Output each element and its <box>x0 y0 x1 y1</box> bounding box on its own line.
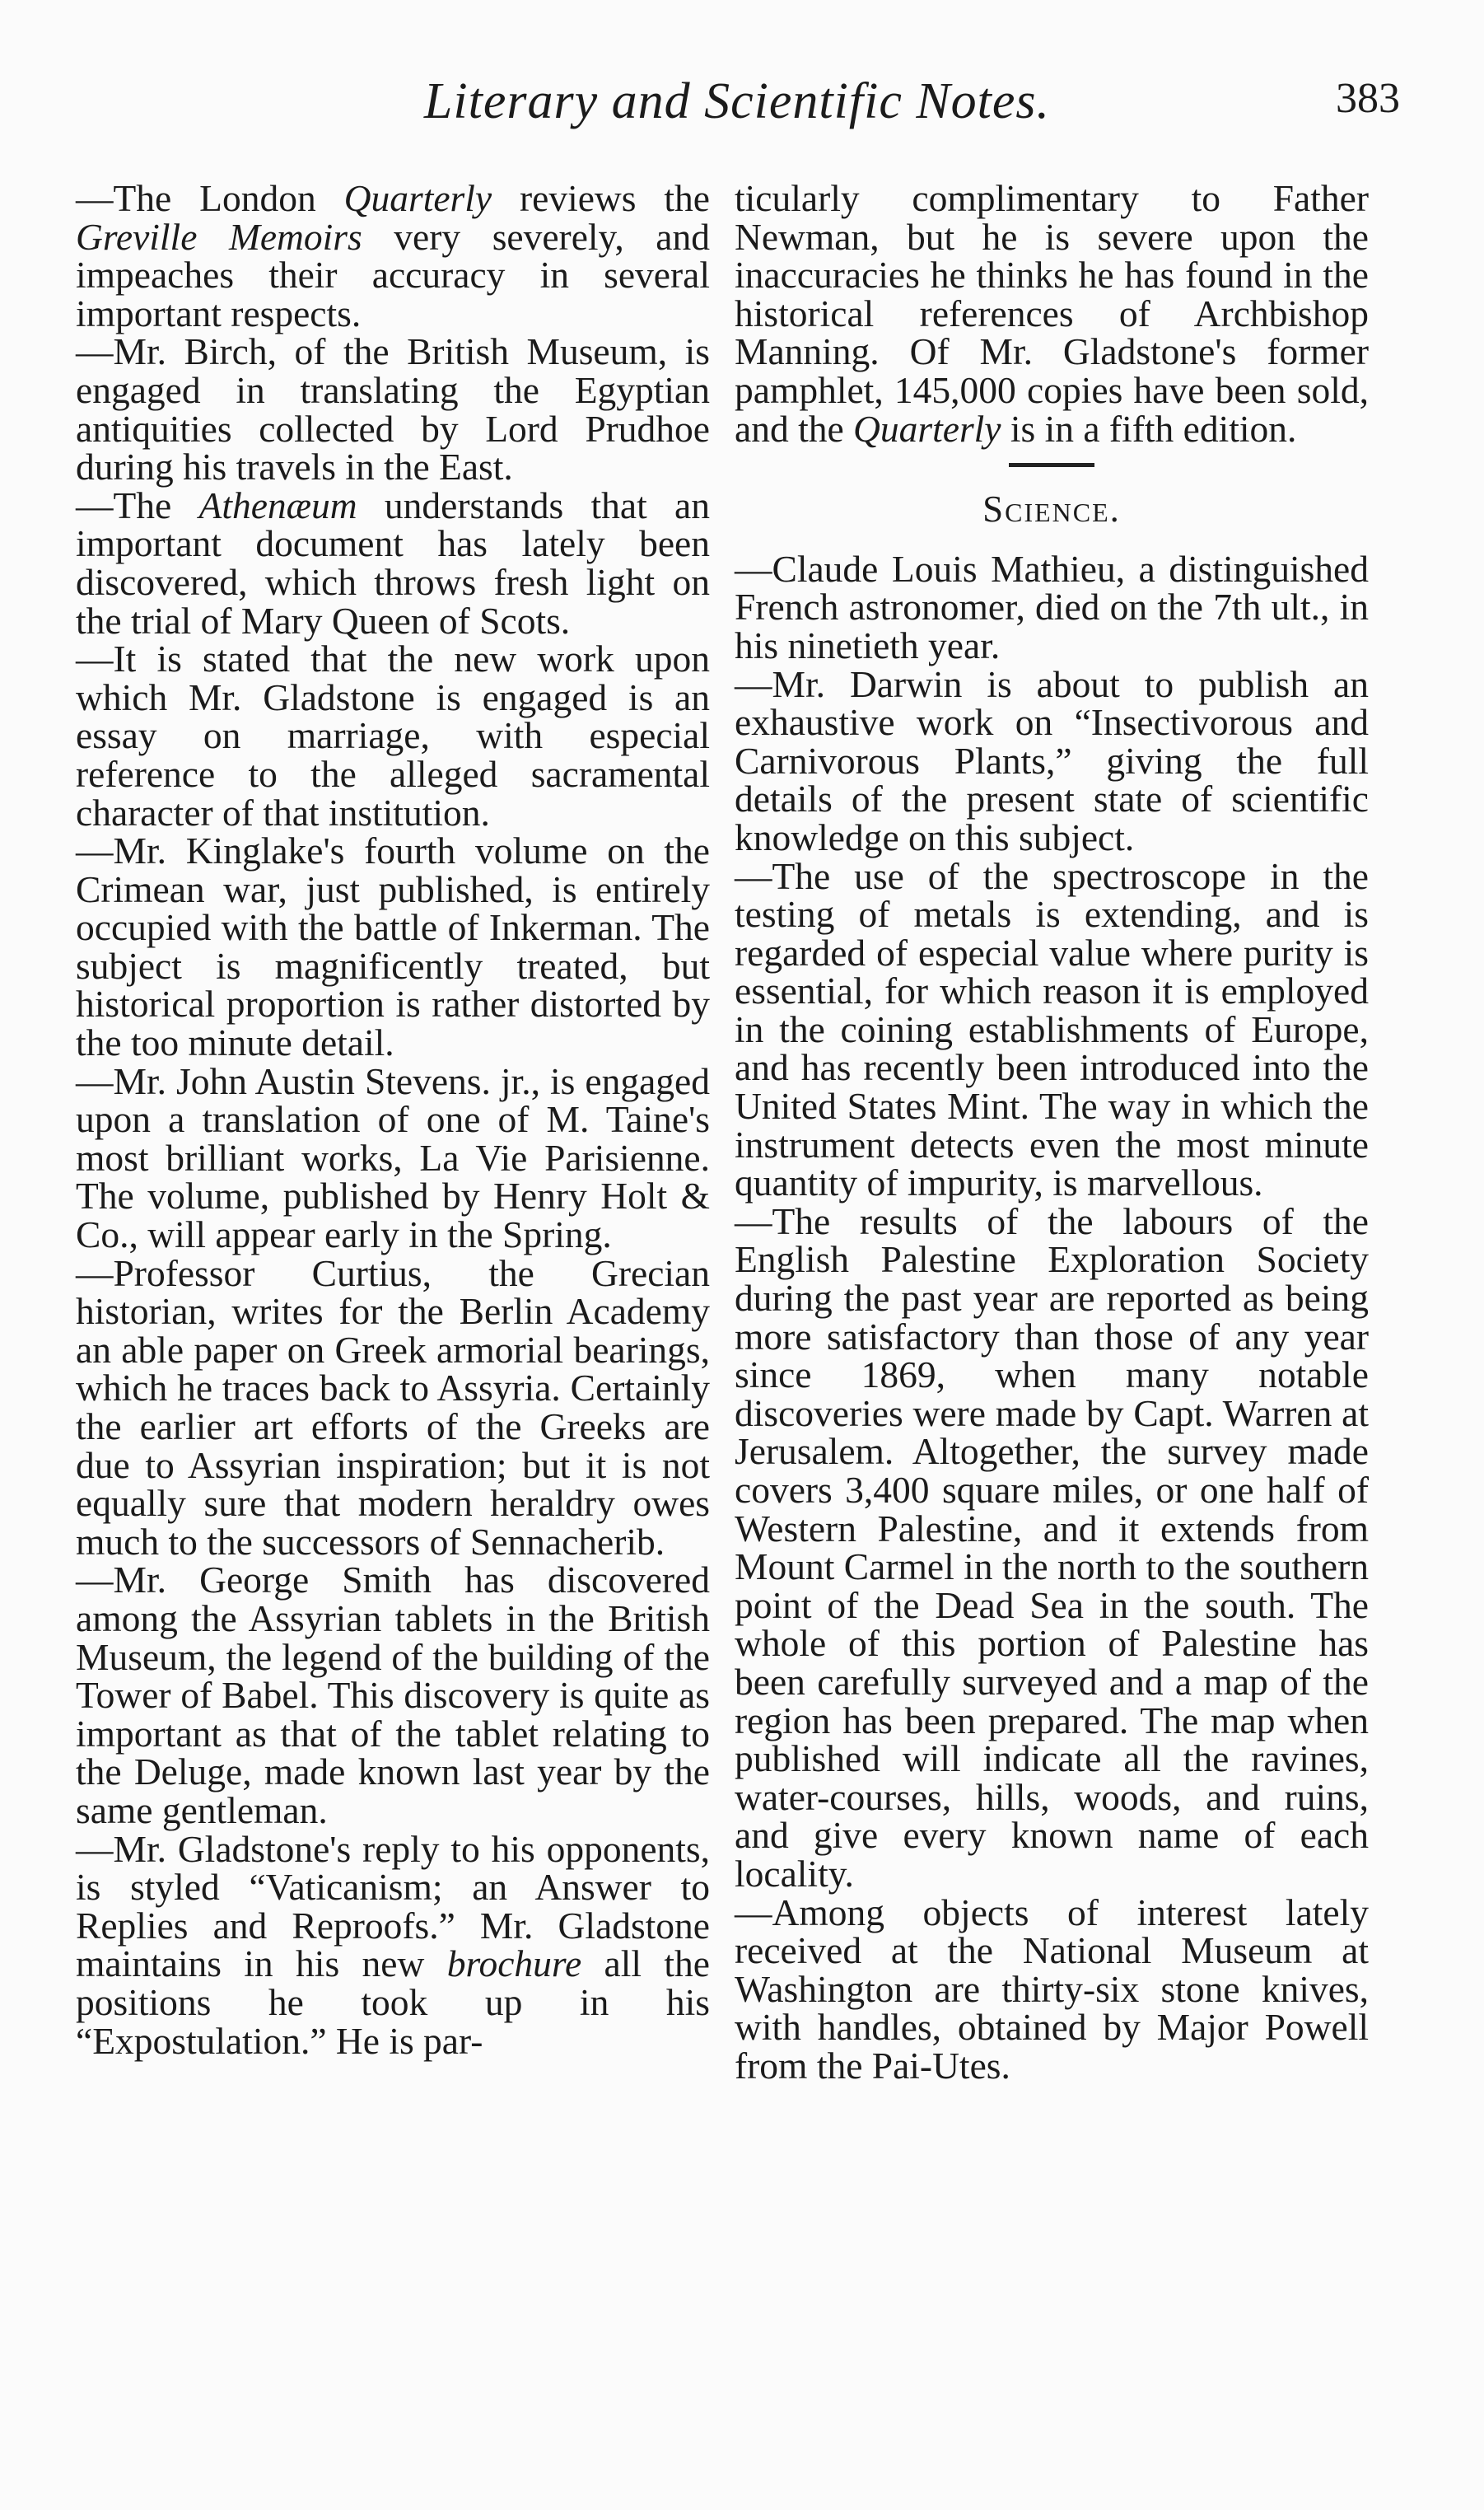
note-text: very severely, and impeaches their accuracy in several important respects. <box>76 215 710 334</box>
italic-title: Quarterly <box>853 407 1001 450</box>
section-heading-science: Science. <box>982 488 1121 531</box>
note-paragraph <box>735 1199 1369 1895</box>
note-paragraph <box>76 1827 710 2062</box>
page-header <box>74 72 1400 147</box>
note-text: —The results of the labours of the English Palestine Exploration Society during the past year are reported as being more satisfactory than those of any year since 1869, when many notable discoveries were made by Capt. Warren at Jerusalem. Altogether, the survey made covers 3,400 square miles, or one half of Western Palestine, and it extends from Mount Carmel in the north to the southern point of the Dead Sea in the south. The whole of this portion of Palestine has been carefully surveyed and a map of the region has been prepared. The map when published will indicate all the ravines, water-courses, hills, woods, and ruins, and give every known name of each locality. <box>735 1199 1369 1895</box>
note-text: understands that an important document has lately been discovered, which throws fresh light on the trial of Mary Queen of Scots. <box>76 484 710 642</box>
italic-title: brochure <box>446 1942 582 1985</box>
note-text: —Professor Curtius, the Grecian historian, writes for the Berlin Academy an able paper on Greek armorial bearings, which he traces back to Assyria. Certainly the earlier art efforts of the Greeks are due to Assyrian inspiration; but it is not equally sure that modern heraldry owes much to the successors of Sennacherib. <box>76 1251 710 1563</box>
note-text: —Mr. George Smith has discovered among the Assyrian tablets in the British Museum, the legend of the building of the Tower of Babel. This discovery is quite as important as that of the tablet relating to the Deluge, made known last year by the same gentleman. <box>76 1559 710 1831</box>
note-paragraph <box>76 1561 710 1830</box>
note-paragraph <box>735 1891 1369 2087</box>
note-paragraph <box>76 177 710 334</box>
page-number: 383 <box>1336 75 1400 122</box>
note-text: —Mr. Birch, of the British Museum, is engaged in translating the Egyptian antiquities collected by Lord Prudhoe during his travels in the East. <box>76 330 710 488</box>
italic-title: Quarterly <box>343 177 492 219</box>
note-text: ticularly complimentary to Father Newman, but he is severe upon the inaccuracies he thinks he has found in the historical references of Archbishop Manning. Of Mr. Gladstone's former pamphlet, 145,000 copies have been sold, and the <box>735 177 1369 450</box>
note-paragraph <box>735 662 1369 858</box>
note-paragraph <box>76 484 710 642</box>
note-text: —The London <box>76 177 344 219</box>
note-text: —Among objects of interest lately received at the National Museum at Washington are thirty-six stone knives, with handles, obtained by Major Powell from the Pai-Utes. <box>735 1891 1369 2087</box>
note-text: all the positions he took up in his “Expostulation.” He is par- <box>76 1942 710 2062</box>
note-paragraph <box>735 177 1369 450</box>
note-text: —The use of the spectroscope in the testing of metals is extending, and is regarded of especial value where purity is essential, for which reason it is employed in the coining establishments of Europe, and has recently been introduced into the United States Mint. The way in which the instrument detects even the most minute quantity of impurity, is marvellous. <box>735 854 1369 1204</box>
note-paragraph <box>76 330 710 488</box>
note-text: —Mr. John Austin Stevens. jr., is engaged upon a translation of one of M. Taine's most brilliant works, La Vie Parisienne. The volume, published by Henry Holt & Co., will appear early in the Spring. <box>76 1059 710 1256</box>
note-paragraph <box>735 547 1369 666</box>
note-text: —It is stated that the new work upon which Mr. Gladstone is engaged is an essay on marriage, with especial reference to the alleged sacramental character of that institution. <box>76 638 710 834</box>
note-text: —Mr. Darwin is about to publish an exhaustive work on “Insectivorous and Carnivorous Plants,” giving the full details of the present state of scientific knowledge on this subject. <box>735 662 1369 858</box>
note-paragraph <box>76 640 710 832</box>
running-title: Literary and Scientific Notes. <box>423 73 1051 129</box>
note-text: —Claude Louis Mathieu, a distinguished French astronomer, died on the 7th ult., in his ninetieth year. <box>735 547 1369 666</box>
note-paragraph <box>76 1059 710 1256</box>
italic-title: Greville Memoirs <box>76 215 362 258</box>
note-text: reviews the <box>492 177 710 219</box>
note-text: —Mr. Kinglake's fourth volume on the Crimean war, just published, is entirely occupied with the battle of Inkerman. The subject is magnificently treated, but historical proportion is rather distorted by the too minute detail. <box>76 830 710 1064</box>
note-paragraph <box>76 1251 710 1563</box>
note-text: is in a fifth edition. <box>1001 407 1297 450</box>
right-column <box>735 177 1369 2087</box>
italic-title: Athenæum <box>198 484 357 526</box>
note-paragraph <box>735 854 1369 1204</box>
note-text: —Mr. Gladstone's reply to his opponents, is styled “Vaticanism; an Answer to Replies and Reproofs.” Mr. Gladstone maintains in his new <box>76 1827 710 1985</box>
section-divider <box>1009 463 1094 467</box>
note-text: —The <box>76 484 199 526</box>
note-paragraph <box>76 832 710 1063</box>
left-column <box>76 177 710 2062</box>
